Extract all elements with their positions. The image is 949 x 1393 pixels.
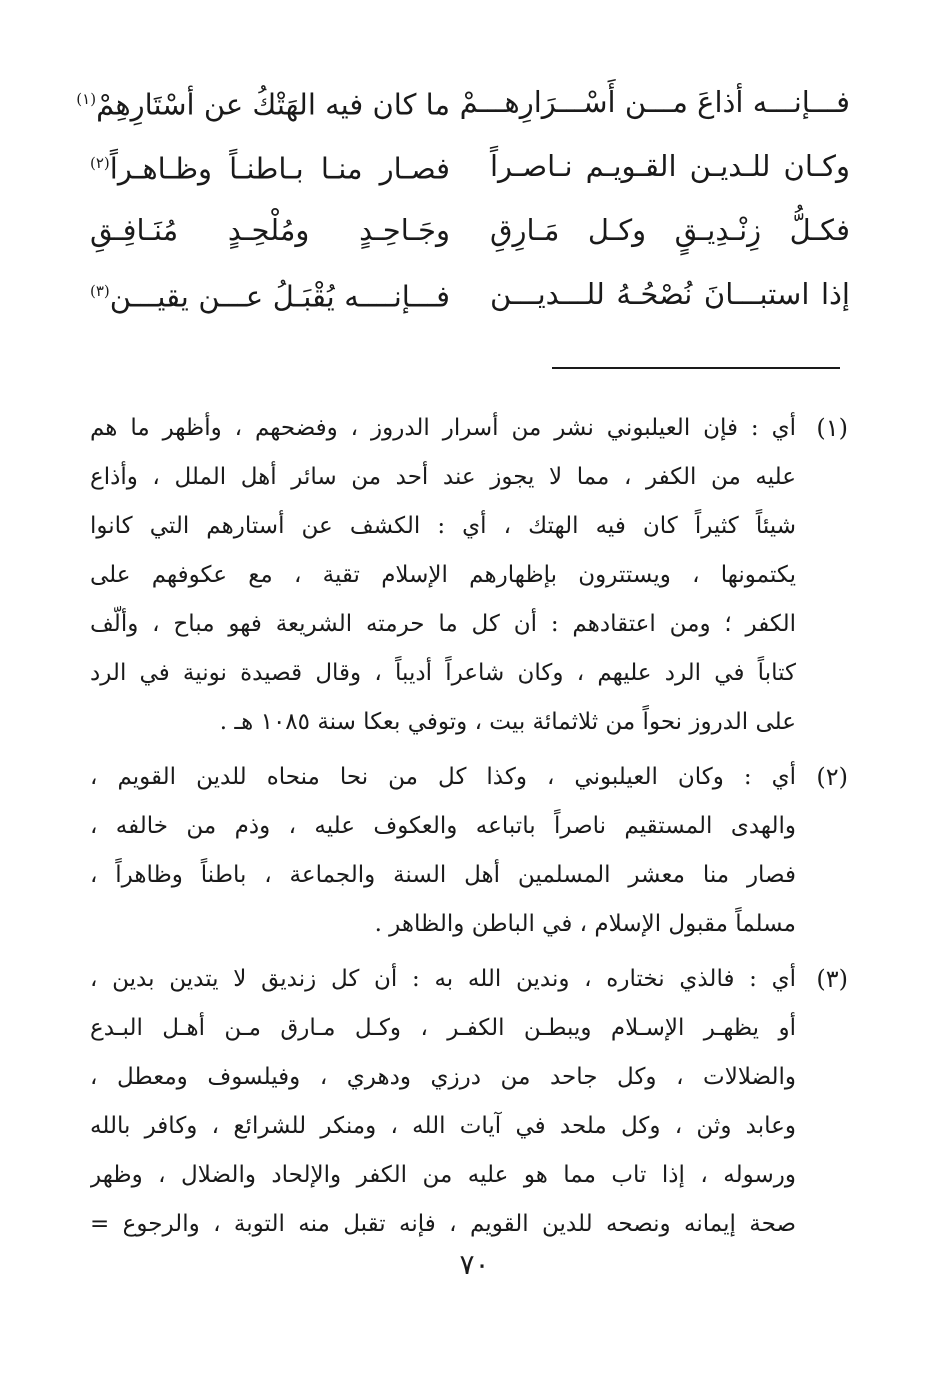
verse-2-first-hemistich: وكـان للـديـن القـويـم نـاصـراً — [490, 149, 850, 183]
verse-1-second-hemistich — [76, 67, 450, 137]
verse-2-second-text: فصـار منـا بـاطنـاً وظـاهـراً — [109, 151, 450, 186]
footnote-line: وعابد وثن ، وكل ملحد في آيات الله ، ومنكر للشرائع ، وكافر بالله — [90, 1113, 796, 1139]
footnote-2 — [90, 753, 848, 949]
footnote-3 — [90, 955, 848, 1249]
footnote-separator — [552, 367, 840, 369]
footnote-line: شيئاً كثيراً كان فيه الهتك ، أي : الكشف عن أستارهم التي كانوا — [90, 513, 796, 539]
footnote-reference-2[interactable]: (٢) — [90, 154, 110, 173]
footnote-line: يكتمونها ، ويستترون بإظهارهم الإسلام تقية ، مع عكوفهم على — [90, 562, 796, 588]
verse-3-first-hemistich: فكـلُّ زِنْـدِيـقٍ وكـل مَـارِقِ — [490, 213, 850, 247]
footnote-line: والهدى المستقيم ناصراً باتباعه والعكوف عليه ، وذم من خالفه ، — [90, 813, 796, 839]
footnote-line: أي : فالذي نختاره ، وندين الله به : أن كل زنديق لا يتدين بدين ، — [90, 966, 796, 992]
verse-4-second-text: فـــإنــــه يُقْبَـلُ عـــن يقيـــن — [109, 279, 450, 314]
footnote-text — [90, 404, 796, 747]
verse-3-second-hemistich — [90, 198, 450, 262]
verse-1-second-text: ما كان فيه الهَتْكُ عن أسْتَارِهِمْ — [96, 87, 450, 122]
footnote-line: كتاباً في الرد عليهم ، وكان شاعراً أديباً ، وقال قصيدة نونية في الرد — [90, 660, 796, 686]
footnote-text — [90, 955, 796, 1249]
footnote-reference-1[interactable]: (١) — [76, 90, 97, 109]
footnotes-section — [90, 404, 848, 1255]
verse-3 — [90, 198, 850, 262]
footnote-line: أو يظهـر الإسـلام ويبطـن الكفـر ، وكـل مـارق مـن أهـل البـدع — [90, 1015, 796, 1041]
footnote-reference-3[interactable]: (٣) — [90, 282, 110, 301]
poem-block — [76, 70, 850, 326]
footnote-line: صحة إيمانه ونصحه للدين القويم ، فإنه تقبل منه التوبة ، والرجوع = — [90, 1211, 796, 1237]
footnote-number: (٢) — [816, 763, 848, 791]
footnote-line: أي : فإن العيلبوني نشر من أسرار الدروز ، وفضحهم ، وأظهر ما هم — [90, 415, 796, 441]
verse-2 — [90, 134, 850, 198]
verse-1-first-hemistich: فـــإنـــه أذاعَ مـــن أَسْـــرَارِهـــمْ — [459, 85, 850, 119]
footnote-line: والضلالات ، وكل جاحد من درزي ودهري ، وفيلسوف ومعطل ، — [90, 1064, 796, 1090]
footnote-line: أي : وكان العيلبوني ، وكذا كل من نحا منحاه للدين القويم ، — [90, 764, 796, 790]
footnote-line: فصار منا معشر المسلمين أهل السنة والجماعة ، باطناً وظاهراً ، — [90, 862, 796, 888]
verse-1 — [76, 70, 850, 134]
footnote-number: (٣) — [816, 965, 848, 993]
verse-4-first-hemistich: إذا استبـــانَ نُصْحُـهُ للـــديـــن — [490, 277, 850, 311]
footnote-line: مسلماً مقبول الإسلام ، في الباطن والظاهر . — [374, 911, 796, 937]
footnote-line: على الدروز نحواً من ثلاثمائة بيت ، وتوفي بعكا سنة ١٠٨٥ هـ . — [219, 709, 796, 735]
footnote-1 — [90, 404, 848, 747]
footnote-line: عليه من الكفر ، مما لا يجوز عند أحد من سائر أهل الملل ، وأذاع — [90, 464, 796, 490]
footnote-line: الكفر ؛ ومن اعتقادهم : أن كل ما حرمته الشريعة فهو مباح ، وألّف — [90, 611, 796, 637]
page-number: ٧٠ — [459, 1248, 490, 1281]
footnote-text — [90, 753, 796, 949]
verse-3-second-text: وجَـاحِـدٍ ومُلْحِـدٍ مُنَـافِـقِ — [90, 213, 450, 247]
footnote-line: ورسوله ، إذا تاب مما هو عليه من الكفر والإلحاد والضلال ، وظهر — [90, 1162, 796, 1188]
verse-2-second-hemistich — [90, 131, 450, 201]
verse-4-second-hemistich — [90, 259, 450, 329]
footnote-number: (١) — [816, 414, 848, 442]
verse-4 — [90, 262, 850, 326]
